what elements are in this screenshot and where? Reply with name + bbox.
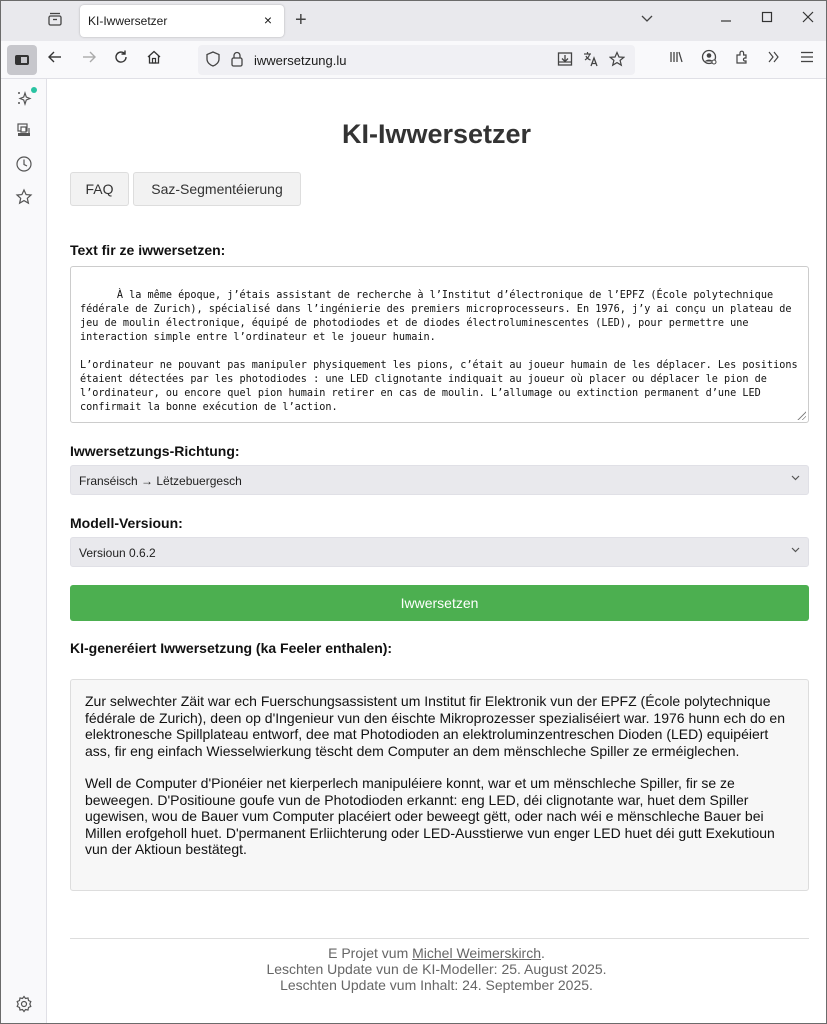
translate-icon[interactable] bbox=[582, 51, 600, 70]
library-icon[interactable] bbox=[665, 49, 687, 71]
tab-bar bbox=[1, 1, 826, 41]
translate-button[interactable]: Iwwersetzen bbox=[70, 585, 809, 621]
forward-icon[interactable] bbox=[78, 49, 100, 71]
save-to-pocket-icon[interactable] bbox=[556, 51, 574, 70]
tab-title: KI-Iwwersetzer bbox=[88, 14, 168, 28]
sentence-segmentation-button[interactable]: Saz-Segmentéierung bbox=[133, 172, 301, 206]
url-bar[interactable] bbox=[198, 45, 635, 75]
navigation-bar bbox=[1, 41, 826, 79]
notification-dot bbox=[31, 87, 37, 93]
extensions-icon[interactable] bbox=[731, 49, 753, 71]
close-tab-icon[interactable]: × bbox=[263, 12, 273, 28]
chevron-down-icon bbox=[791, 544, 800, 556]
more-tools-chevron-icon[interactable] bbox=[763, 49, 785, 71]
model-select[interactable] bbox=[70, 537, 809, 567]
browser-sidebar bbox=[1, 79, 47, 1023]
footer-project-line bbox=[47, 945, 826, 961]
close-window-icon[interactable] bbox=[798, 10, 818, 26]
author-link[interactable]: Michel Weimerskirch bbox=[412, 945, 541, 961]
direction-select[interactable] bbox=[70, 465, 809, 495]
maximize-icon[interactable] bbox=[757, 10, 777, 26]
synced-tabs-icon[interactable] bbox=[14, 122, 34, 142]
list-all-tabs-chevron-icon[interactable] bbox=[637, 10, 657, 26]
footer-project-suffix: . bbox=[541, 945, 545, 961]
input-label: Text fir ze iwwersetzen: bbox=[70, 242, 226, 258]
model-label: Modell-Versioun: bbox=[70, 515, 183, 531]
home-icon[interactable] bbox=[143, 49, 165, 71]
account-icon[interactable] bbox=[698, 49, 720, 71]
faq-button[interactable]: FAQ bbox=[70, 172, 129, 206]
resize-handle-icon[interactable] bbox=[796, 410, 806, 420]
source-text-input[interactable] bbox=[70, 266, 809, 423]
output-paragraph: Zur selwechter Zäit war ech Fuerschungsassistent um Institut fir Elektronik vun der EPFZ (École polytechnique fédérale de Zurich), deen op d'Ingenieur vun den éischte Mikroprozesser spezialiséiert war. 1976 hunn ech do en elektronesche Spillplateau entworf, dee mat Photodioden an elektroluminzentreschen Dioden (LED) equipéiert ass, fir eng einfach Wiesselwierkung tëscht dem Computer an dem mënschleche Spiller ze erméiglechen. bbox=[85, 693, 785, 759]
footer-project-prefix: E Projet vum bbox=[328, 945, 413, 961]
output-label: KI-generéiert Iwwersetzung (ka Feeler enthalen): bbox=[70, 640, 393, 656]
browser-tab[interactable] bbox=[80, 5, 284, 37]
bookmark-star-icon[interactable] bbox=[608, 51, 626, 70]
bookmarks-star-icon[interactable] bbox=[14, 188, 34, 208]
minimize-icon[interactable] bbox=[716, 10, 736, 26]
reload-icon[interactable] bbox=[110, 49, 132, 71]
footer bbox=[47, 945, 826, 993]
source-text-value[interactable]: À la même époque, j’étais assistant de recherche à l’Institut d’électronique de l’EPFZ (École polytechnique fédérale de Zurich), spécialisé dans l’ingénierie des premiers microprocesseurs. En 1976, j’y ai conçu un plateau de jeu de moulin électronique, équipé de photodiodes et de diodes électroluminescentes (LED), pour permettre une interaction simple entre l’ordinateur et le joueur humain. L’ordinateur ne pouvant pas manipuler physiquement les pions, c’était au joueur humain de les déplacer. Les positions étaient détectées par les photodiodes : une LED clignotante indiquait au joueur où placer ou déplacer le pion de l’ordinateur, ou encore quel pion humain retirer en cas de moulin. L’allumage ou extinction permanent d’une LED confirmait la bonne exécution de l’action. bbox=[80, 290, 798, 413]
footer-models-update: Leschten Update vun de KI-Modeller: 25. August 2025. bbox=[266, 961, 607, 977]
url-text[interactable]: iwwersetzung.lu bbox=[254, 53, 347, 68]
page-content bbox=[47, 79, 826, 1023]
direction-value: Franséisch → Lëtzebuergesch bbox=[79, 474, 242, 488]
model-value: Versioun 0.6.2 bbox=[79, 546, 156, 560]
new-tab-icon[interactable]: + bbox=[295, 9, 307, 31]
chevron-down-icon bbox=[791, 472, 800, 484]
lock-icon[interactable] bbox=[228, 51, 246, 70]
page-title: KI-Iwwersetzer bbox=[341, 119, 532, 149]
direction-label: Iwwersetzungs-Richtung: bbox=[70, 443, 240, 459]
settings-gear-icon[interactable] bbox=[14, 995, 34, 1015]
translation-output bbox=[70, 679, 809, 891]
output-paragraph: Well de Computer d'Pionéier net kierperlech manipuléiere konnt, war et um mënschleche Spiller, fir se ze beweegen. D'Positioune goufe vun de Photodioden erkannt: eng LED, déi clignotante war, huet dem Spiller ugewisen, wou de Bauer vum Computer placéiert oder beweegt gëtt, oder nach wéi e mënschleche Bauer bei Millen erofgeholl huet. D'permanent Erliichterung oder LED-Ausstierwe vun enger LED huet déi gutt Exekutioun vun der Aktioun bestätegt. bbox=[85, 775, 775, 857]
menu-hamburger-icon[interactable] bbox=[796, 49, 818, 71]
tab-list-icon[interactable] bbox=[45, 11, 65, 31]
sidebar-toggle-icon[interactable] bbox=[7, 45, 37, 75]
shield-icon[interactable] bbox=[204, 51, 222, 70]
footer-content-update: Leschten Update vum Inhalt: 24. September 2025. bbox=[280, 977, 593, 993]
back-icon[interactable] bbox=[44, 49, 66, 71]
footer-divider bbox=[70, 938, 809, 939]
history-clock-icon[interactable] bbox=[14, 155, 34, 175]
